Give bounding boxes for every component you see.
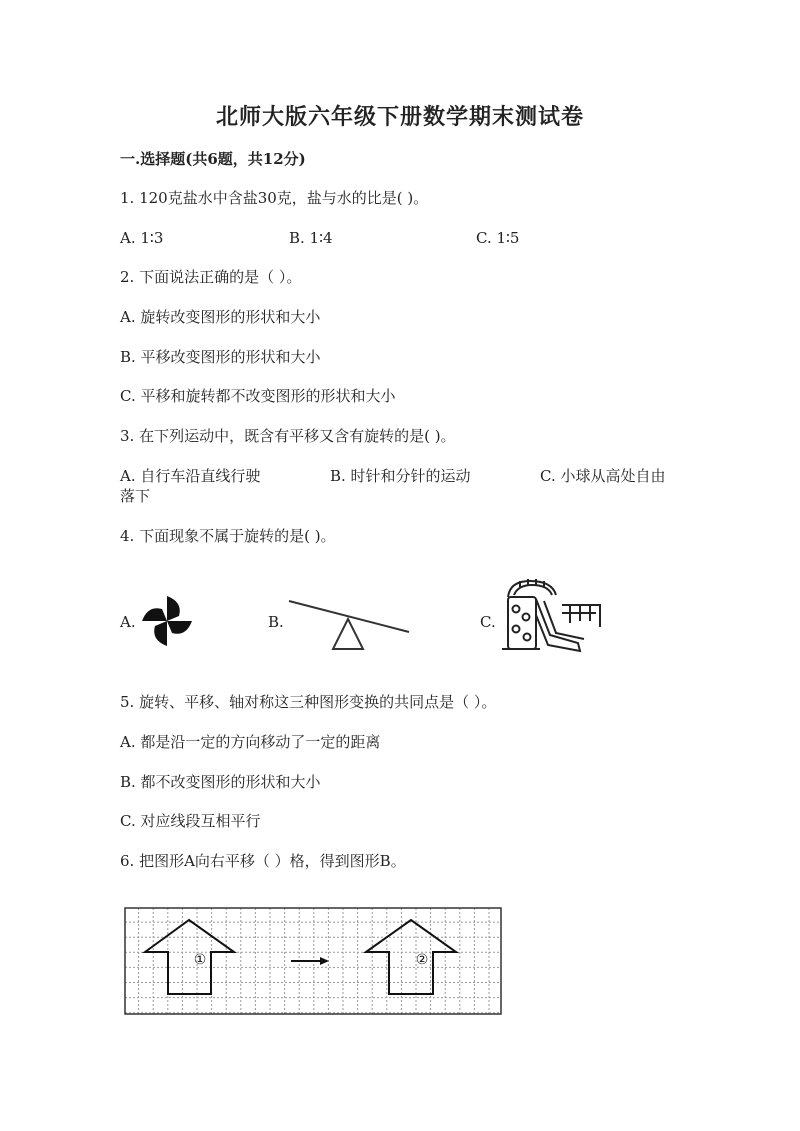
page-title: 北师大版六年级下册数学期末测试卷 [215, 104, 584, 130]
question-1-option-b: B. 1∶4 [289, 229, 333, 247]
question-5-stem: 5. 旋转、平移、轴对称这三种图形变换的共同点是（ ）。 [120, 693, 497, 711]
translation-grid-figure [124, 907, 502, 1015]
question-4-label-b: B. [268, 613, 284, 631]
question-3-option-c: C. 小球从高处自由 [540, 467, 666, 485]
question-2-option-c: C. 平移和旋转都不改变图形的形状和大小 [120, 387, 396, 405]
question-6-stem: 6. 把图形A向右平移（ ）格，得到图形B。 [120, 852, 406, 870]
question-3-stem: 3. 在下列运动中，既含有平移又含有旋转的是( )。 [120, 427, 456, 445]
question-5-option-a: A. 都是沿一定的方向移动了一定的距离 [120, 733, 381, 751]
translation-arrow-head [320, 957, 329, 965]
slide-icon [500, 575, 604, 657]
question-5-option-b: B. 都不改变图形的形状和大小 [120, 773, 321, 791]
question-4-stem: 4. 下面现象不属于旋转的是( )。 [120, 527, 336, 545]
question-4-label-c: C. [480, 613, 496, 631]
question-3-option-c-cont: 落下 [120, 487, 151, 505]
shape-a-label: ① [193, 952, 207, 968]
question-4-label-a: A. [120, 613, 136, 631]
shape-b-label: ② [415, 952, 429, 968]
section-heading: 一.选择题(共6题，共12分) [120, 150, 306, 168]
question-2-option-b: B. 平移改变图形的形状和大小 [120, 348, 321, 366]
question-2-stem: 2. 下面说法正确的是（ ）。 [120, 268, 302, 286]
question-3-option-b: B. 时针和分针的运动 [330, 467, 471, 485]
question-1-stem: 1. 120克盐水中含盐30克，盐与水的比是( )。 [120, 189, 429, 207]
question-2-option-a: A. 旋转改变图形的形状和大小 [120, 308, 321, 326]
seesaw-icon [285, 595, 413, 655]
question-5-option-c: C. 对应线段互相平行 [120, 812, 261, 830]
question-1-option-c: C. 1∶5 [476, 229, 520, 247]
question-1-option-a: A. 1∶3 [120, 229, 164, 247]
question-3-option-a: A. 自行车沿直线行驶 [120, 467, 261, 485]
pinwheel-icon [138, 592, 196, 650]
